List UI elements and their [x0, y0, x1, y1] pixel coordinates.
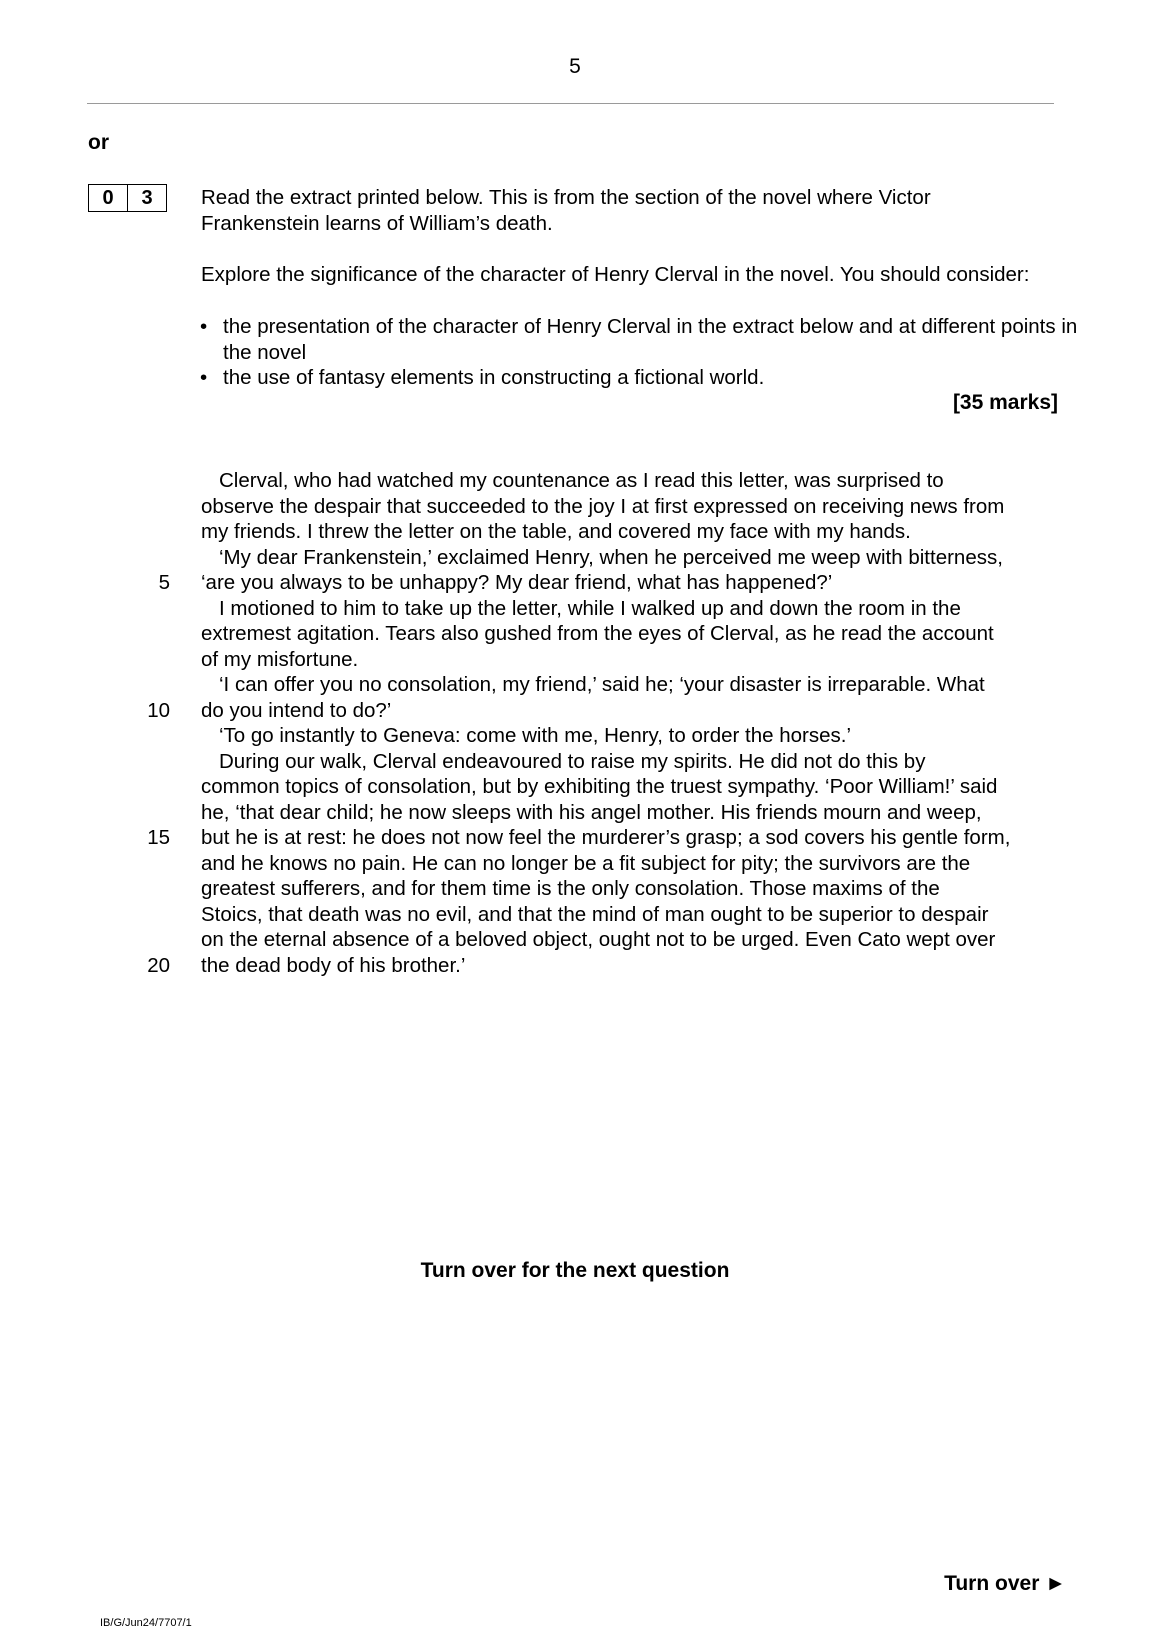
extract-line: During our walk, Clerval endeavoured to raise my spirits. He did not do this by	[219, 749, 926, 773]
extract-line: he, ‘that dear child; he now sleeps with his angel mother. His friends mourn and weep,	[201, 800, 982, 824]
extract-line: Stoics, that death was no evil, and that the mind of man ought to be superior to despair	[201, 902, 989, 926]
question-instruction-intro: Read the extract printed below. This is from the section of the novel where Victor Frankenstein learns of William’s death.	[201, 186, 931, 235]
extract-line: observe the despair that succeeded to the joy I at first expressed on receiving news from	[201, 494, 1005, 518]
extract-line: greatest sufferers, and for them time is the only consolation. Those maxims of the	[201, 877, 940, 900]
paper-reference: IB/G/Jun24/7707/1	[100, 1617, 192, 1629]
bullet-point	[200, 365, 1083, 391]
header-divider	[87, 103, 1054, 104]
extract-line: ‘I can offer you no consolation, my friend,’ said he; ‘your disaster is irreparable. What	[219, 673, 985, 696]
line-number-5: 5	[158, 571, 170, 594]
extract-line: ‘To go instantly to Geneva: come with me, Henry, to order the horses.’	[219, 724, 851, 747]
bullet-icon: •	[200, 366, 208, 389]
question-number-digit-2: 3	[127, 185, 166, 211]
page-number: 5	[569, 55, 581, 78]
extract-line: ‘are you always to be unhappy? My dear friend, what has happened?’	[201, 571, 833, 594]
question-number-digit-1: 0	[102, 187, 114, 209]
extract-line: do you intend to do?’	[201, 698, 392, 722]
or-label: or	[88, 131, 109, 154]
line-number-15: 15	[147, 826, 170, 849]
bullet-text: the presentation of the character of Henry Clerval in the extract below and at different points in the novel	[223, 315, 1078, 364]
extract-line: Clerval, who had watched my countenance as I read this letter, was surprised to	[219, 469, 944, 492]
bullet-text: the use of fantasy elements in constructing a fictional world.	[223, 366, 765, 389]
marks-allocation: [35 marks]	[952, 391, 1058, 414]
extract-line: I motioned to him to take up the letter, while I walked up and down the room in the	[219, 596, 961, 620]
next-question-note: Turn over for the next question	[420, 1259, 730, 1282]
bullet-point	[200, 314, 1083, 365]
extract-line: but he is at rest: he does not now feel the murderer’s grasp; a sod covers his gentle form,	[201, 826, 1011, 849]
turn-over-label: Turn over ►	[944, 1572, 1066, 1595]
question-number-box	[88, 184, 167, 212]
extract-line: the dead body of his brother.’	[201, 953, 466, 977]
extract-line: on the eternal absence of a beloved object, ought not to be urged. Even Cato wept over	[201, 928, 996, 951]
bullet-icon: •	[200, 315, 208, 338]
extract-line: extremest agitation. Tears also gushed from the eyes of Clerval, as he read the account	[201, 622, 994, 645]
line-number-10: 10	[147, 698, 170, 722]
extract-line: common topics of consolation, but by exhibiting the truest sympathy. ‘Poor William!’ said	[201, 775, 998, 798]
novel-extract	[201, 468, 1071, 978]
extract-line: of my misfortune.	[201, 647, 359, 671]
question-instruction-task: Explore the significance of the character of Henry Clerval in the novel. You should consider:	[201, 263, 1030, 286]
extract-line: ‘My dear Frankenstein,’ exclaimed Henry, when he perceived me weep with bitterness,	[219, 545, 1003, 569]
extract-line: my friends. I threw the letter on the table, and covered my face with my hands.	[201, 520, 911, 543]
extract-line: and he knows no pain. He can no longer be a fit subject for pity; the survivors are the	[201, 851, 971, 875]
line-number-20: 20	[147, 953, 170, 977]
